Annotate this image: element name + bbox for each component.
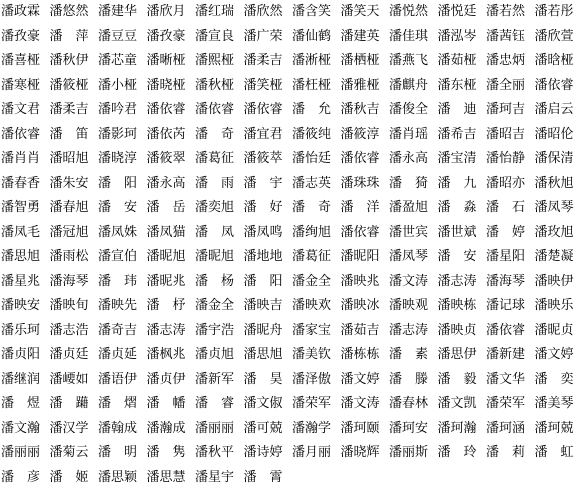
name-row [0,0,583,25]
name-cell: 潘映乐 [534,298,574,313]
name-cell: 潘 煜 [1,396,41,411]
name-cell: 潘 睿 [195,396,235,411]
name-row [0,417,583,442]
name-cell: 潘雅桠 [340,77,380,93]
name-cell: 潘志涛 [389,322,429,338]
name-row [0,25,583,50]
name-cell: 潘思颖 [98,469,138,485]
name-row [0,270,583,295]
name-cell: 潘志涛 [146,322,186,338]
name-cell: 潘楚凝 [534,249,574,264]
name-cell: 潘映旬 [49,298,89,313]
name-cell: 潘启云 [534,102,574,117]
name-cell: 潘昵舟 [243,322,283,338]
name-cell: 潘珂安 [389,420,429,436]
name-cell: 潘怡廷 [292,151,332,166]
name-cell: 潘芯童 [98,53,138,68]
name-cell: 潘欣月 [146,4,186,19]
name-cell: 潘泓岑 [437,28,477,44]
name-cell: 潘淅桠 [292,53,332,68]
name-row [0,123,583,148]
name-cell: 潘含笑 [292,4,332,19]
name-cell: 潘凤毛 [1,224,41,240]
name-cell: 潘葛征 [195,151,235,166]
name-row [0,49,583,74]
name-cell: 潘希吉 [437,126,477,142]
name-cell: 潘影珂 [98,126,138,142]
name-cell: 潘星兆 [1,273,41,289]
name-cell: 潘 安 [98,200,138,215]
name-cell: 潘晓辉 [340,445,380,460]
name-cell: 潘珂涵 [486,420,526,436]
name-cell: 潘晓淳 [98,151,138,166]
name-cell: 潘金全 [292,273,332,289]
name-cell: 潘 熠 [98,396,138,411]
name-cell: 潘凤姝 [98,224,138,240]
name-cell: 潘栖桠 [340,53,380,68]
name-cell: 潘宇浩 [195,322,235,338]
name-cell: 潘地地 [243,249,283,264]
name-cell: 潘笑桠 [243,77,283,93]
name-cell: 潘肖瑶 [389,126,429,142]
name-cell: 潘 好 [243,200,283,215]
name-cell: 潘孜豪 [1,28,41,44]
name-row [0,319,583,344]
name-cell: 潘栋栋 [340,347,380,362]
name-cell: 潘秋伊 [49,53,89,68]
name-row [0,441,583,466]
name-cell: 潘 躤 [49,396,89,411]
name-cell: 潘昭亦 [486,175,526,191]
name-cell: 潘麒舟 [389,77,429,93]
name-cell: 潘文婷 [340,371,380,387]
name-cell: 潘雨松 [49,249,89,264]
name-cell: 潘昭伦 [534,126,574,142]
name-cell: 潘怡静 [486,151,526,166]
name-cell: 潘珂吉 [486,102,526,117]
name-cell: 潘映兆 [340,273,380,289]
name-row [0,245,583,270]
name-cell: 潘依芮 [146,126,186,142]
name-cell: 潘文君 [1,102,41,117]
name-cell: 潘 莉 [486,445,526,460]
name-cell: 潘家宝 [292,322,332,338]
name-cell: 潘丽斯 [389,445,429,460]
name-cell: 潘 九 [437,175,477,191]
name-cell: 潘 虹 [534,445,574,460]
name-cell: 潘筱淳 [340,126,380,142]
name-cell: 潘菊云 [49,445,89,460]
name-cell: 潘 宇 [243,175,283,191]
name-cell: 潘 迪 [437,102,477,117]
name-row [0,98,583,123]
name-cell: 潘欣然 [243,4,283,19]
name-cell: 潘肖肖 [1,151,41,166]
name-cell: 潘 玲 [437,445,477,460]
name-cell: 潘若彤 [534,4,574,19]
name-cell: 潘依睿 [340,151,380,166]
name-cell: 潘奕旭 [195,200,235,215]
name-cell: 潘枫兆 [146,347,186,362]
name-cell: 潘珂颐 [340,420,380,436]
name-cell: 潘 奇 [292,200,332,215]
name-row [0,294,583,319]
name-cell: 潘贞旭 [195,347,235,362]
name-cell: 潘映吉 [243,298,283,313]
name-cell: 潘文俶 [243,396,283,411]
name-cell: 潘晗桠 [534,53,574,68]
name-cell: 潘 淼 [437,200,477,215]
name-cell: 潘思旭 [1,249,41,264]
name-cell: 潘 允 [292,102,332,117]
name-cell: 潘 雨 [195,175,235,191]
name-cell: 潘燕飞 [389,53,429,68]
name-cell: 潘依睿 [534,77,574,93]
name-cell: 潘悦廷 [437,4,477,19]
name-cell: 潘 玮 [98,273,138,289]
name-cell: 潘映伊 [534,273,574,289]
name-cell: 潘映先 [98,298,138,313]
name-cell: 潘秋桠 [195,77,235,93]
name-cell: 潘宝清 [437,151,477,166]
name-cell: 潘春旭 [49,200,89,215]
name-cell: 潘凤猫 [146,224,186,240]
name-row [0,196,583,221]
name-cell: 潘 萍 [49,28,89,44]
name-cell: 潘志英 [292,175,332,191]
name-cell: 潘瀚学 [292,420,332,436]
name-cell: 潘 彦 [1,469,41,485]
name-cell: 潘映冰 [340,298,380,313]
name-cell: 潘柔吉 [49,102,89,117]
name-cell: 潘荣军 [486,396,526,411]
name-cell: 潘文婷 [534,347,574,362]
name-cell: 潘广荣 [243,28,283,44]
name-cell: 潘 凤 [195,224,235,240]
name-cell: 潘茜钰 [486,28,526,44]
name-cell: 潘昵阳 [340,249,380,264]
name-cell: 潘映观 [389,298,429,313]
name-row [0,343,583,368]
name-cell: 潘昵旭 [146,249,186,264]
name-cell: 潘晓桠 [146,77,186,93]
name-cell: 潘昵旭 [195,249,235,264]
name-cell: 潘记球 [486,298,526,313]
name-cell: 潘筱桠 [49,77,89,93]
name-cell: 潘瀚成 [146,420,186,436]
name-cell: 潘丽丽 [1,445,41,460]
name-cell: 潘依睿 [340,224,380,240]
name-cell: 潘俊全 [389,102,429,117]
name-cell: 潘 奇 [195,126,235,142]
name-cell: 潘昵兆 [146,273,186,289]
name-cell: 潘若然 [486,4,526,19]
name-cell: 潘依睿 [1,126,41,142]
name-cell: 潘依睿 [243,102,283,117]
name-row [0,368,583,393]
name-cell: 潘茹桠 [437,53,477,68]
name-cell: 潘柔吉 [243,53,283,68]
name-cell: 潘 洋 [340,200,380,215]
name-cell: 潘全丽 [486,77,526,93]
name-cell: 潘 姬 [49,469,89,485]
name-cell: 潘宣良 [195,28,235,44]
name-cell: 潘茹吉 [340,322,380,338]
name-cell: 潘枉桠 [292,77,332,93]
name-cell: 潘小桠 [98,77,138,93]
name-cell: 潘依睿 [146,102,186,117]
name-cell: 潘欣萱 [534,28,574,44]
name-cell: 潘映欢 [292,298,332,313]
name-cell: 潘志涛 [437,273,477,289]
name-cell: 潘月丽 [292,445,332,460]
name-cell: 潘 猗 [389,175,429,191]
name-cell: 潘朱安 [49,175,89,191]
name-cell: 潘筱翠 [146,151,186,166]
name-cell: 潘悠然 [49,4,89,19]
name-cell: 潘诗婷 [243,445,283,460]
name-cell: 潘 杼 [146,298,186,313]
name-cell: 潘崾如 [49,371,89,387]
name-cell: 潘文瀚 [1,420,41,436]
name-cell: 潘 昊 [243,371,283,387]
name-cell: 潘贞廷 [49,347,89,362]
name-cell: 潘红瑞 [195,4,235,19]
name-cell: 潘春香 [1,175,41,191]
name-cell: 潘 石 [486,200,526,215]
name-cell: 潘喜桠 [1,53,41,68]
name-cell: 潘政霖 [1,4,41,19]
name-cell: 潘汉学 [49,420,89,436]
name-cell: 潘继润 [1,371,41,387]
name-cell: 潘依睿 [486,322,526,338]
name-cell: 潘凤琴 [534,200,574,215]
name-cell: 潘 阳 [243,273,283,289]
name-cell: 潘贞伊 [146,371,186,387]
name-cell: 潘映贞 [437,322,477,338]
name-cell: 潘思旭 [243,347,283,362]
name-cell: 潘吟君 [98,102,138,117]
name-cell: 潘珂兢 [534,420,574,436]
name-cell: 潘美钦 [292,347,332,362]
name-row [0,74,583,99]
name-cell: 潘筱纯 [292,126,332,142]
name-cell: 潘 杨 [195,273,235,289]
name-cell: 潘永高 [146,175,186,191]
name-cell: 潘凤琴 [389,249,429,264]
name-cell: 潘 岳 [146,200,186,215]
name-cell: 潘 毅 [437,371,477,387]
name-cell: 潘昵贞 [534,322,574,338]
name-cell: 潘星宇 [195,469,235,485]
name-cell: 潘建英 [340,28,380,44]
name-cell: 潘昭吉 [486,126,526,142]
name-cell: 潘秋平 [195,445,235,460]
name-cell: 潘昭旭 [49,151,89,166]
name-cell: 潘志浩 [49,322,89,338]
name-cell: 潘豆豆 [98,28,138,44]
name-cell: 潘乐珂 [1,322,41,338]
name-cell: 潘永高 [389,151,429,166]
name-row [0,172,583,197]
name-cell: 潘玫旭 [534,224,574,240]
name-cell: 潘贞阳 [1,347,41,362]
name-cell: 潘 奕 [534,371,574,387]
name-cell: 潘文华 [486,371,526,387]
name-cell: 潘 明 [98,445,138,460]
name-cell: 潘 隽 [146,445,186,460]
name-cell: 潘泽傲 [292,371,332,387]
name-cell: 潘仙鹤 [292,28,332,44]
name-cell: 潘美琴 [534,396,574,411]
name-cell: 潘世斌 [437,224,477,240]
name-cell: 潘智勇 [1,200,41,215]
name-cell: 潘 笛 [49,126,89,142]
name-cell: 潘丽丽 [195,420,235,436]
name-cell: 潘奇吉 [98,322,138,338]
name-cell: 潘思伊 [437,347,477,362]
name-cell: 潘保清 [534,151,574,166]
name-cell: 潘思慧 [146,469,186,485]
name-row [0,221,583,246]
name-cell: 潘忠炳 [486,53,526,68]
name-cell: 潘宣伯 [98,249,138,264]
name-cell: 潘 幡 [146,396,186,411]
name-cell: 潘荣军 [292,396,332,411]
name-cell: 潘新建 [486,347,526,362]
name-cell: 潘春林 [389,396,429,411]
name-cell: 潘可兢 [243,420,283,436]
name-cell: 潘文凯 [437,396,477,411]
name-cell: 潘映安 [1,298,41,313]
name-cell: 潘映栋 [437,298,477,313]
name-cell: 潘孜豪 [146,28,186,44]
name-cell: 潘绚旭 [292,224,332,240]
name-cell: 潘贞延 [98,347,138,362]
name-cell: 潘 婷 [486,224,526,240]
name-cell: 潘熙桠 [195,53,235,68]
name-cell: 潘葛征 [292,249,332,264]
name-cell: 潘翰成 [98,420,138,436]
name-row [0,147,583,172]
name-cell: 潘珠珠 [340,175,380,191]
name-cell: 潘冠旭 [49,224,89,240]
name-cell: 潘依睿 [195,102,235,117]
name-cell: 潘晰桠 [146,53,186,68]
name-cell: 潘秋旭 [534,175,574,191]
name-cell: 潘筱萃 [243,151,283,166]
name-cell: 潘海琴 [486,273,526,289]
name-cell: 潘建华 [98,4,138,19]
name-cell: 潘秋吉 [340,102,380,117]
name-cell: 潘凤鸣 [243,224,283,240]
name-cell: 潘文涛 [389,273,429,289]
name-cell: 潘寒桠 [1,77,41,93]
name-cell: 潘世宾 [389,224,429,240]
name-cell: 潘 安 [437,249,477,264]
name-cell: 潘盈旭 [389,200,429,215]
name-cell: 潘新军 [195,371,235,387]
name-cell: 潘星阳 [486,249,526,264]
name-cell: 潘东桠 [437,77,477,93]
name-cell: 潘珂瀚 [437,420,477,436]
name-cell: 潘 素 [389,347,429,362]
name-cell: 潘语伊 [98,371,138,387]
name-cell: 潘 阳 [98,175,138,191]
name-cell: 潘 霄 [243,469,283,485]
name-cell: 潘宜君 [243,126,283,142]
name-cell: 潘佳琪 [389,28,429,44]
name-cell: 潘 滕 [389,371,429,387]
name-row [0,392,583,417]
name-row [0,466,583,491]
name-cell: 潘笑天 [340,4,380,19]
name-cell: 潘文涛 [340,396,380,411]
name-cell: 潘金全 [195,298,235,313]
name-cell: 潘悦然 [389,4,429,19]
name-cell: 潘海琴 [49,273,89,289]
